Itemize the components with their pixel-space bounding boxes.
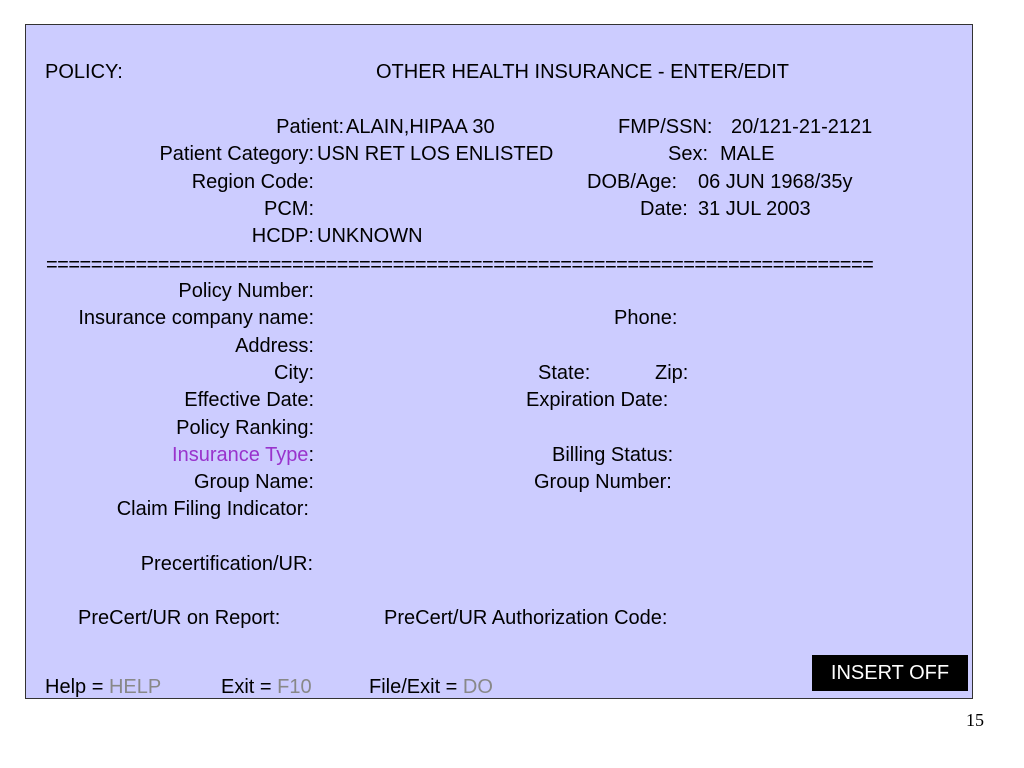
- phone-field[interactable]: Phone:: [614, 307, 678, 329]
- patient-category-label: Patient Category:: [159, 143, 314, 165]
- zip-field[interactable]: Zip:: [655, 362, 689, 384]
- exit-label: Exit =: [221, 676, 278, 698]
- sex-value: MALE: [720, 143, 775, 165]
- date-value: 31 JUL 2003: [698, 198, 811, 220]
- precertification-ur-field[interactable]: Precertification/UR:: [140, 553, 313, 575]
- fmp-ssn-label: FMP/SSN:: [618, 116, 713, 138]
- terminal-screen: [25, 24, 973, 699]
- insurance-company-field[interactable]: Insurance company name:: [78, 307, 314, 329]
- exit-hint[interactable]: [221, 675, 312, 699]
- group-number-field[interactable]: Group Number:: [534, 471, 672, 493]
- hcdp-value: UNKNOWN: [317, 225, 423, 247]
- claim-filing-indicator-field[interactable]: Claim Filing Indicator:: [116, 498, 309, 520]
- insurance-type-field[interactable]: [26, 443, 314, 467]
- fmp-ssn-value: 20/121-21-2121: [731, 116, 873, 138]
- page-number: 15: [966, 710, 984, 730]
- exit-key: F10: [277, 676, 312, 698]
- billing-status-field[interactable]: Billing Status:: [552, 444, 674, 466]
- patient-label: Patient:: [276, 116, 344, 138]
- sex-label: Sex:: [668, 143, 709, 165]
- insurance-type-label: Insurance Type: [172, 444, 309, 466]
- screen-title: OTHER HEALTH INSURANCE - ENTER/EDIT: [376, 61, 789, 83]
- group-name-field[interactable]: Group Name:: [193, 471, 314, 493]
- policy-ranking-field[interactable]: Policy Ranking:: [176, 417, 314, 439]
- effective-date-field[interactable]: Effective Date:: [184, 389, 314, 411]
- date-label: Date:: [640, 198, 688, 220]
- separator-line: ==========================================================================: [46, 254, 874, 276]
- state-field[interactable]: State:: [538, 362, 591, 384]
- file-exit-hint[interactable]: [369, 675, 493, 699]
- file-exit-label: File/Exit =: [369, 676, 463, 698]
- help-key: HELP: [108, 676, 162, 698]
- insurance-type-colon: :: [308, 444, 314, 466]
- precert-on-report-field[interactable]: PreCert/UR on Report:: [78, 607, 281, 629]
- help-hint[interactable]: [45, 675, 161, 699]
- patient-category-value: USN RET LOS ENLISTED: [317, 143, 554, 165]
- precert-authorization-code-field[interactable]: PreCert/UR Authorization Code:: [384, 607, 668, 629]
- pcm-label: PCM:: [264, 198, 314, 220]
- dob-age-value: 06 JUN 1968/35y: [698, 171, 853, 193]
- dob-age-label: DOB/Age:: [587, 171, 678, 193]
- policy-number-field[interactable]: Policy Number:: [178, 280, 314, 302]
- help-label: Help =: [45, 676, 109, 698]
- region-code-label: Region Code:: [191, 171, 314, 193]
- city-field[interactable]: City:: [274, 362, 314, 384]
- hcdp-label: HCDP:: [251, 225, 314, 247]
- patient-name: ALAIN,HIPAA 30: [346, 116, 495, 138]
- expiration-date-field[interactable]: Expiration Date:: [526, 389, 669, 411]
- insert-mode-indicator: INSERT OFF: [812, 655, 968, 691]
- address-field[interactable]: Address:: [235, 335, 314, 357]
- file-exit-key: DO: [462, 676, 493, 698]
- policy-label: POLICY:: [45, 61, 123, 83]
